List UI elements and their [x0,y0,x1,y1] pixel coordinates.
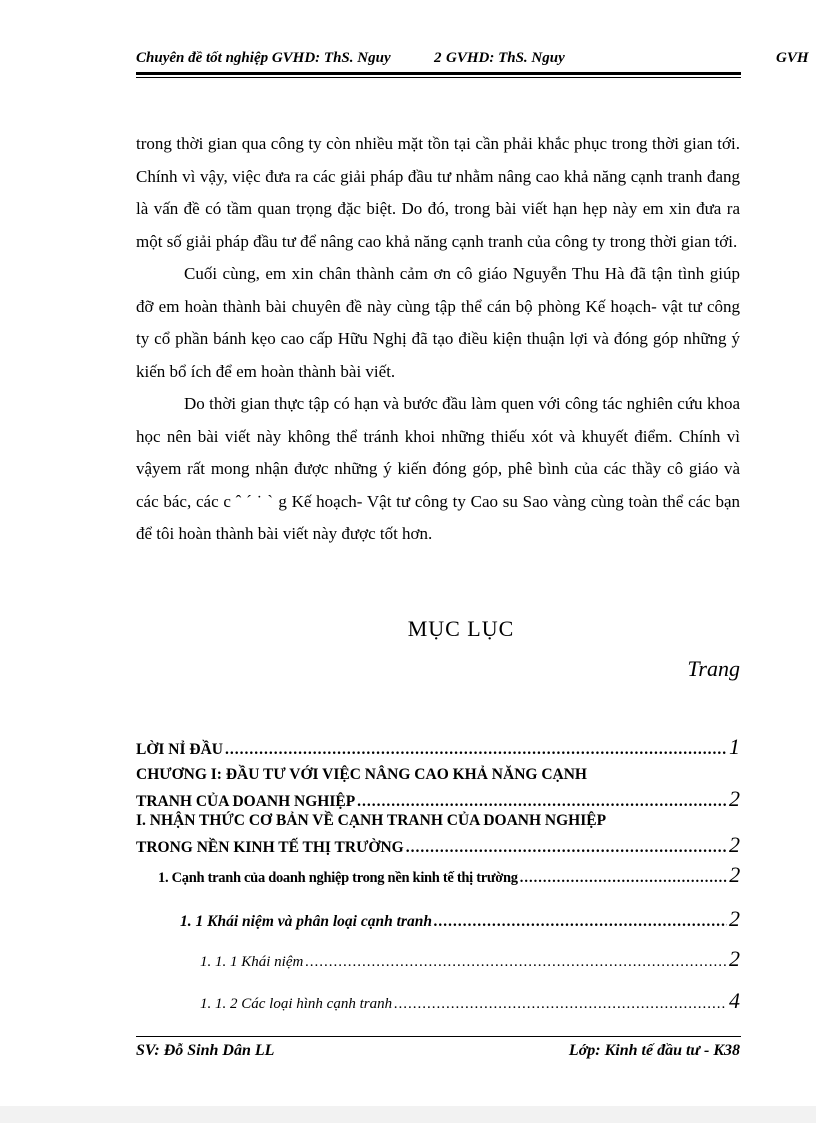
toc-entry-text: CHƯƠNG I: ĐẦU TƯ VỚI VIỆC NÂNG CAO KHẢ NĂNG CẠNH [136,766,587,783]
paragraph: Do thời gian thực tập có hạn và bước đầu làm quen với công tác nghiên cứu khoa học nên bài viết này không thể tránh khoi những thiếu xót và khuyết điểm. Chính vì vậyem rất mong nhận được những ý kiến đóng góp, phê bình của các thầy cô giáo và các bác, các c ˆ ´ ˙ ˋ g Kế hoạch- Vật tư công ty Cao su Sao vàng cùng toàn thể các bạn để tôi hoàn thành bài viết này được tốt hơn. [136,394,740,543]
page-header [136,50,816,72]
toc-entry[interactable] [136,764,740,810]
toc-entry-page: 2 [729,906,740,931]
toc-page-label: Trang [687,656,740,681]
toc-entry-text: 1. 1. 2 Các loại hình cạnh tranh [200,996,393,1012]
toc-entry-page: 2 [729,786,740,811]
toc-dot-leader [406,839,727,857]
toc-entry-text: LỜI NỈ ĐẦU [136,741,223,758]
toc-title: MỤC LỤC [407,616,515,641]
toc-entry-page: 2 [729,832,740,857]
footer-student: SV: Đỗ Sinh Dân LL [136,1042,275,1059]
header-middle-text: GVHD: ThS. Nguy [446,50,565,66]
page-bottom-strip [0,1106,816,1123]
toc-entry[interactable] [136,734,740,764]
toc-entry-text: I. NHẬN THỨC CƠ BẢN VỀ CẠNH TRANH CỦA DOANH NGHIỆP [136,812,607,829]
toc-dot-leader [225,741,727,759]
header-left-text: Chuyên đề tốt nghiệp GVHD: ThS. Nguy [136,50,391,66]
toc-dot-leader [357,793,727,811]
toc-entry-text: 1. 1. 1 Khái niệm [200,954,304,970]
header-page-number: 2 [434,50,442,66]
toc-entry-page: 2 [729,862,740,887]
toc-entry[interactable] [200,988,740,1024]
toc-dot-leader [305,954,727,971]
paragraph: trong thời gian qua công ty còn nhiều mặt tồn tại cần phải khắc phục trong thời gian tới. Chính vì vậy, việc đưa ra các giải pháp đầu tư nhằm nâng cao khả năng cạnh tranh đang là vấn đề có tầm quan trọng đặc biệt. Do đó, trong bài viết hạn hẹp này em xin đưa ra một số giải pháp đầu tư để nâng cao khả năng cạnh tranh của công ty trong thời gian tới. [136,134,740,251]
header-rule-thick [136,72,741,75]
toc-entry-text: 1. 1 Khái niệm và phân loại cạnh tranh [180,913,432,930]
toc-entry[interactable] [136,810,740,856]
toc-entry[interactable] [200,946,740,988]
header-rule-thin [136,77,741,78]
toc-entry[interactable] [180,906,740,946]
body-text [136,128,740,551]
footer-rule [136,1036,741,1037]
footer-class: Lớp: Kinh tế đầu tư - K38 [568,1042,740,1059]
toc-entry-page: 4 [729,988,740,1013]
toc-entry[interactable] [158,862,740,906]
toc-entry-page: 1 [729,734,740,759]
toc-entry-text: 1. Cạnh tranh của doanh nghiệp trong nền kinh tế thị trường [158,870,518,886]
paragraph: Cuối cùng, em xin chân thành cảm ơn cô giáo Nguyễn Thu Hà đã tận tình giúp đỡ em hoàn thành bài chuyên đề này cùng tập thể cán bộ phòng Kế hoạch- vật tư công ty cổ phần bánh kẹo cao cấp Hữu Nghị đã tạo điều kiện thuận lợi và đóng góp những ý kiến bổ ích để em hoàn thành bài viết. [136,264,740,381]
header-right-text: GVH [776,50,809,66]
toc-dot-leader [394,996,727,1013]
table-of-contents [136,734,740,1024]
toc-dot-leader [520,870,728,887]
toc-entry-page: 2 [729,946,740,971]
toc-dot-leader [434,913,727,931]
toc-entry-text: TRONG NỀN KINH TẾ THỊ TRƯỜNG [136,839,404,856]
toc-entry-text: TRANH CỦA DOANH NGHIỆP [136,793,356,810]
